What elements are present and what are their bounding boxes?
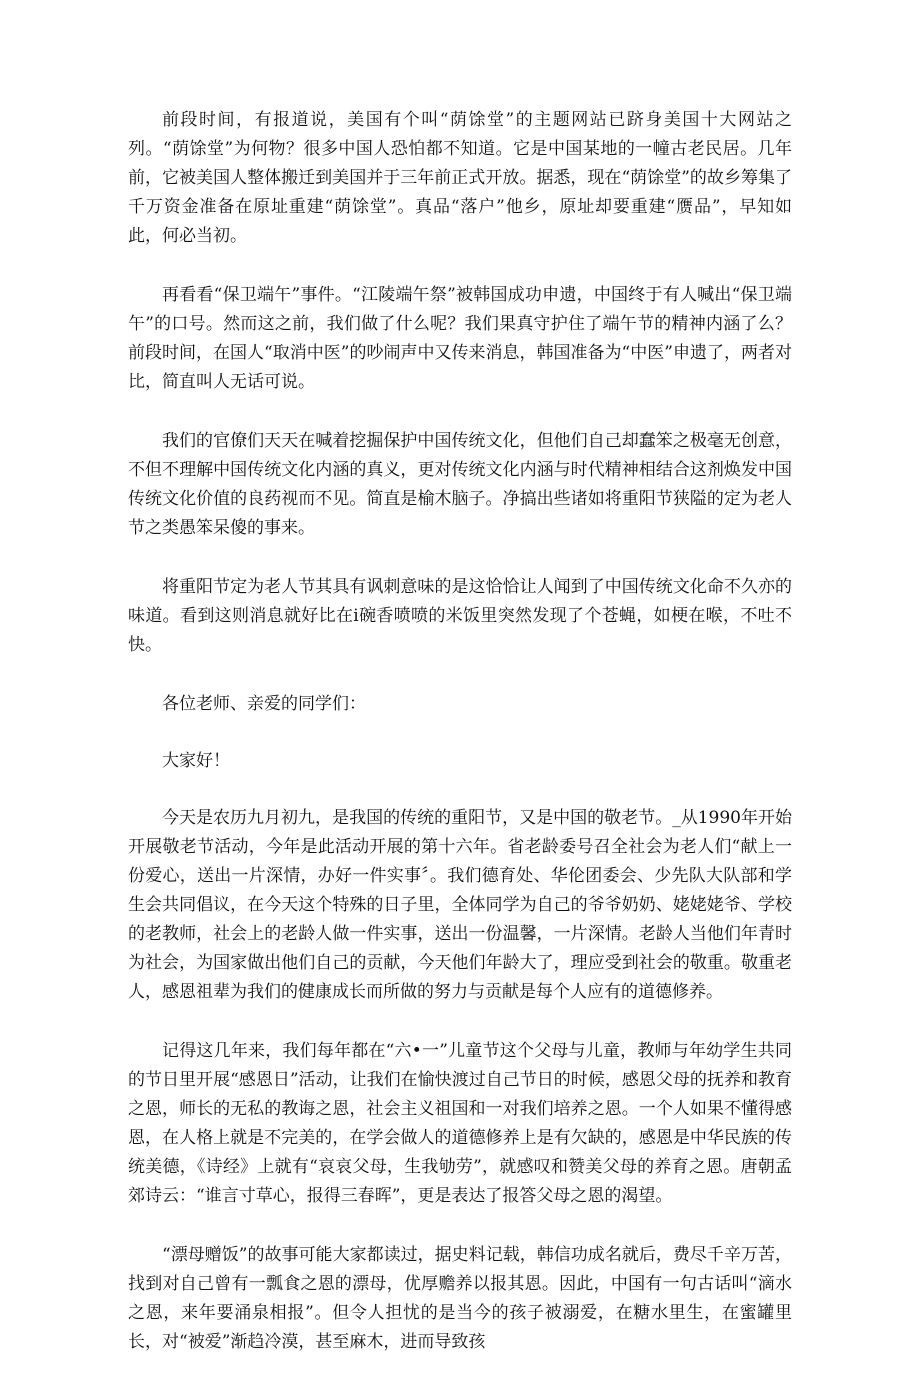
paragraph-irony: 将重阳节定为老人节其具有讽刺意味的是这恰恰让人闻到了中国传统文化命不久亦的味道。看到这则消息就好比在i碗香喷喷的米饭里突然发现了个苍蝇，如梗在喉，不吐不快。 [128,577,792,655]
paragraph-piaomu: “漂母赠饭”的故事可能大家都读过，据史料记载，韩信功成名就后，费尽千辛万苦，找到对自己曾有一瓢食之恩的漂母，优厚赡养以报其恩。因此，中国有一句古话叫“滴水之恩，来年要涌泉相报”。但令人担忧的是当今的孩子被溺爱，在糖水里生，在蜜罐里长，对“被爱”渐趋冷漠，甚至麻木，进而导致孩 [128,1245,792,1352]
paragraph-chongyang: 今天是农历九月初九，是我国的传统的重阳节，又是中国的敬老节。_从1990年开始开展敬老节活动，今年是此活动开展的第十六年。省老龄委号召全社会为老人们“献上一份爱心，送出一片深情，办好一件实事〞。我们德育处、华伦团委会、少先队大队部和学生会共同倡议，在今天这个特殊的日子里，全体同学为自己的爷爷奶奶、姥姥姥爷、学校的老教师，社会上的老龄人做一件实事，送出一份温馨，一片深情。老龄人当他们年青时为社会，为国家做出他们自己的贡献，今天他们年龄大了，理应受到社会的敬重。敬重老人，感恩祖辈为我们的健康成长而所做的努力与贡献是每个人应有的道德修养。 [128,808,792,1002]
paragraph-greeting: 大家好！ [162,751,230,771]
paragraph-duanwu: 再看看“保卫端午”事件。“江陵端午祭”被韩国成功申遗，中国终于有人喊出“保卫端午”的口号。然而这之前，我们做了什么呢？我们果真守护住了端午节的精神内涵了么？前段时间，在国人“取消中医”的吵闹声中又传来消息，韩国准备为“中医”申遗了，两者对比，简直叫人无话可说。 [128,285,792,392]
document-page [128,0,792,1387]
paragraph-gratitude: 记得这几年来，我们每年都在“六•一”儿童节这个父母与儿童，教师与年幼学生共同的节日里开展“感恩日”活动，让我们在愉快渡过自己节日的时候，感恩父母的抚养和教育之恩，师长的无私的教诲之恩，社会主义祖国和一对我们培养之恩。一个人如果不懂得感恩，在人格上就是不完美的，在学会做人的道德修养上是有欠缺的，感恩是中华民族的传统美德，《诗经》上就有“哀哀父母，生我劬劳”，就感叹和赞美父母的养育之恩。唐朝孟郊诗云：“谁言寸草心，报得三春晖”，更是表达了报答父母之恩的渴望。 [128,1041,792,1206]
paragraph-officials: 我们的官僚们天天在喊着挖掘保护中国传统文化，但他们自己却蠢笨之极毫无创意，不但不理解中国传统文化内涵的真义，更对传统文化内涵与时代精神相结合这剂焕发中国传统文化价值的良药视而不见。简直是榆木脑子。净搞出些诸如将重阳节狭隘的定为老人节之类愚笨呆傻的事来。 [128,431,792,538]
paragraph-yinyutang: 前段时间，有报道说，美国有个叫“荫馀堂”的主题网站已跻身美国十大网站之列。“荫馀堂”为何物？很多中国人恐怕都不知道。它是中国某地的一幢古老民居。几年前，它被美国人整体搬迁到美国并于三年前正式开放。据悉，现在“荫馀堂”的故乡筹集了千万资金准备在原址重建“荫馀堂”。真品“落户”他乡，原址却要重建“赝品”，早知如此，何必当初。 [128,110,792,246]
paragraph-salutation: 各位老师、亲爱的同学们： [162,694,366,714]
